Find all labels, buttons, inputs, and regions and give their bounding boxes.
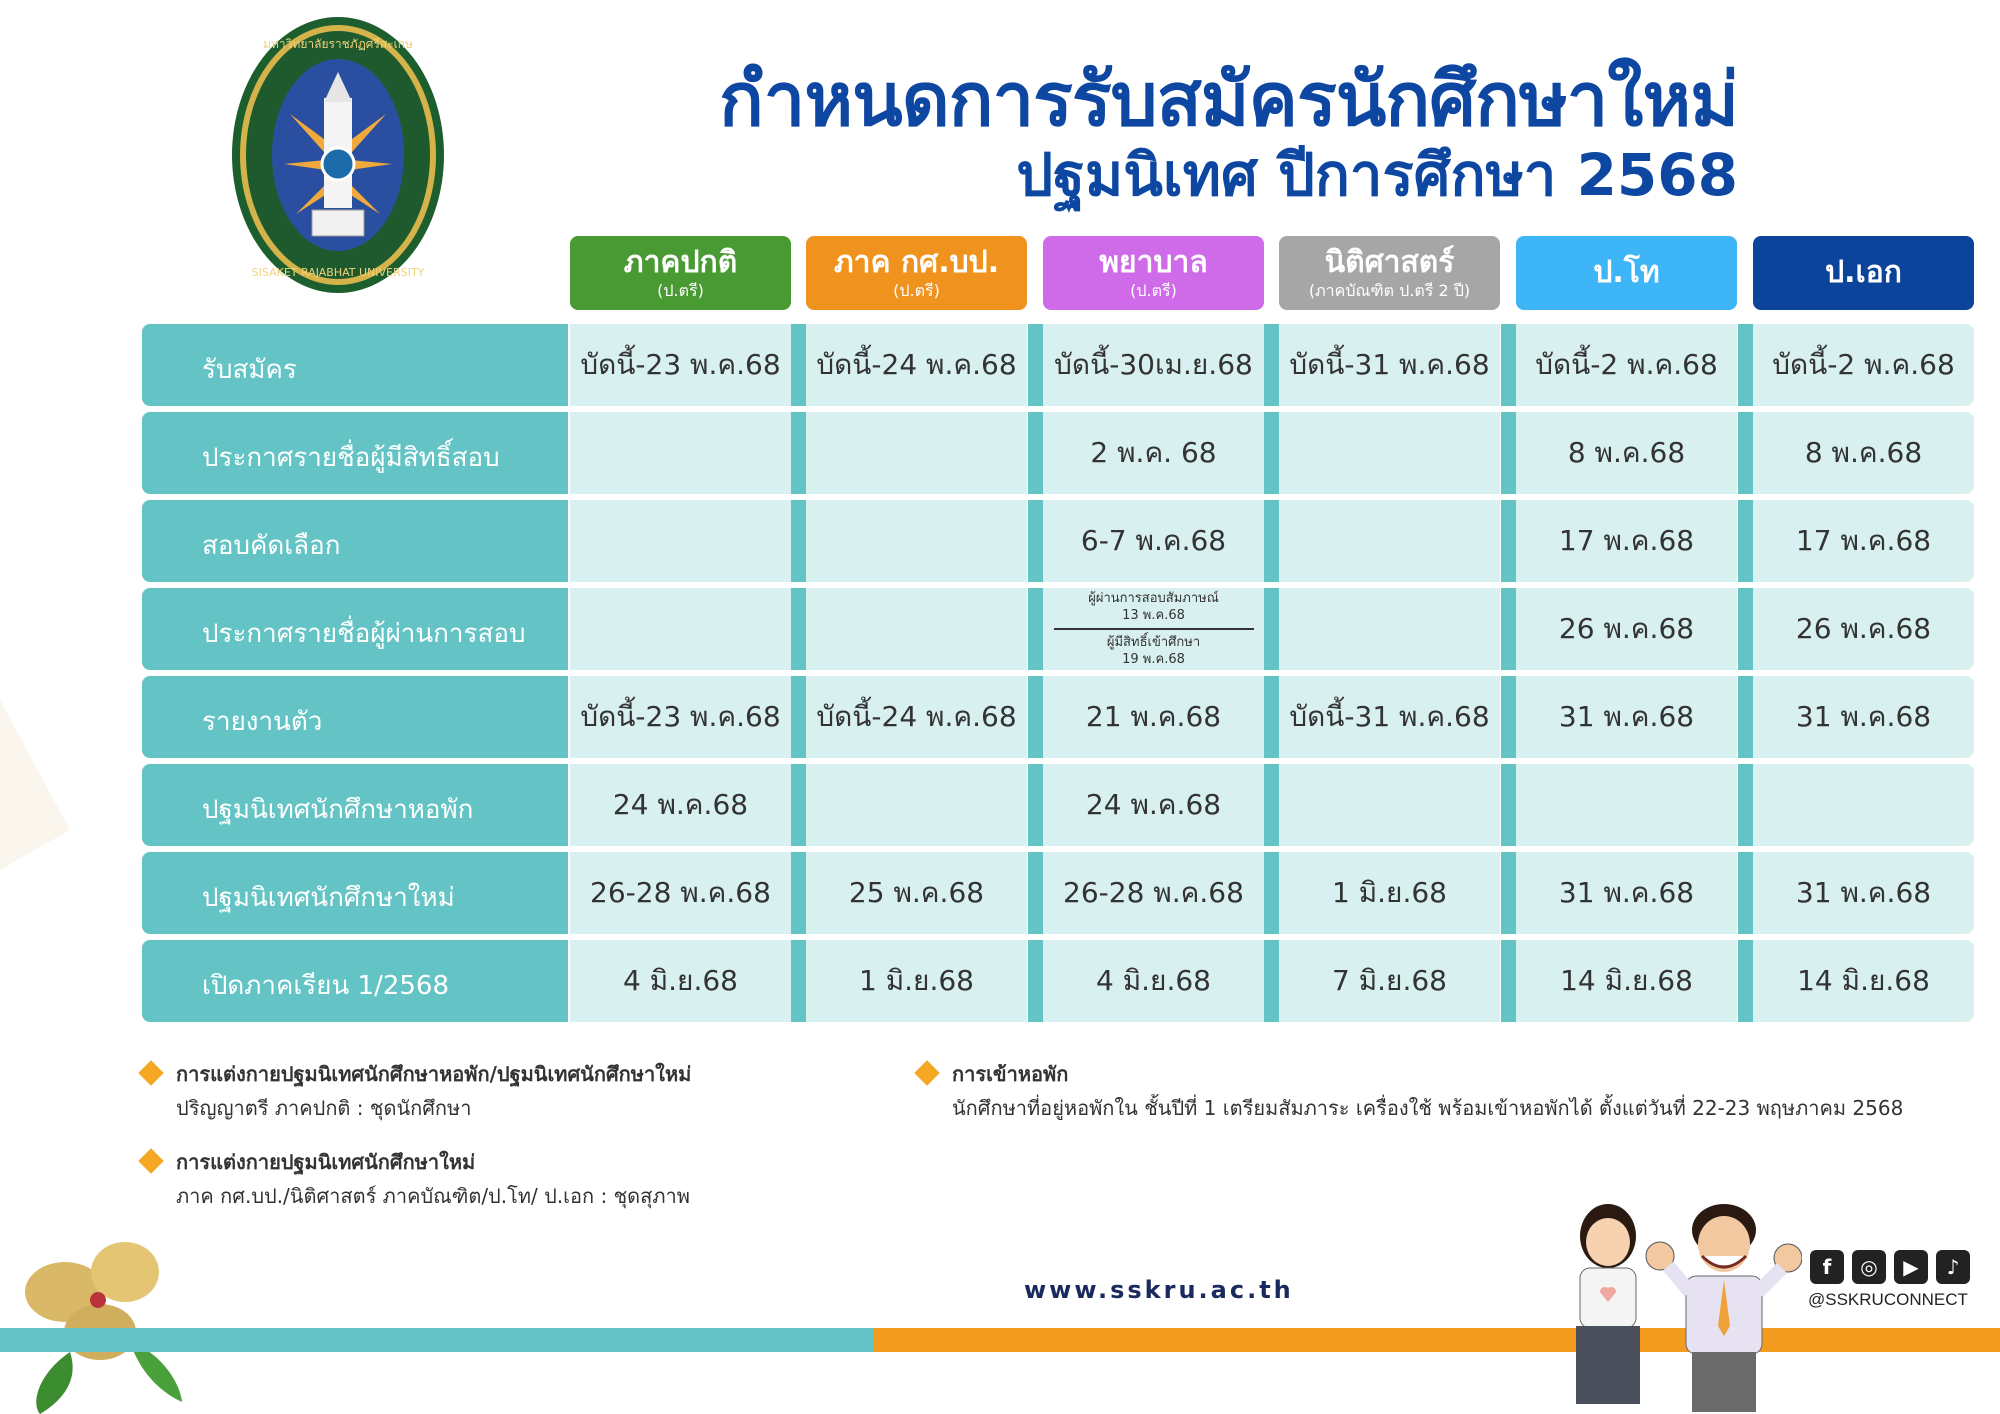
interview-date: 13 พ.ค.68 bbox=[1122, 608, 1185, 623]
cell-date: 4 มิ.ย.68 bbox=[1095, 964, 1211, 997]
logo-text-top: มหาวิทยาลัยราชภัฏศรีสะเกษ bbox=[263, 37, 413, 51]
table-cell bbox=[1516, 764, 1737, 846]
column-header-sub: (ป.ตรี) bbox=[657, 281, 704, 300]
cell-date: บัดนี้-24 พ.ค.68 bbox=[816, 700, 1017, 733]
column-separator bbox=[791, 412, 807, 494]
table-cell bbox=[1516, 412, 1737, 494]
cell-date: บัดนี้-23 พ.ค.68 bbox=[580, 348, 781, 381]
column-header bbox=[570, 236, 791, 310]
page-subtitle: ปฐมนิเทศ ปีการศึกษา 2568 bbox=[1016, 141, 1738, 209]
column-separator bbox=[1264, 676, 1280, 758]
cell-date: บัดนี้-2 พ.ค.68 bbox=[1535, 348, 1718, 381]
column-separator bbox=[1501, 852, 1517, 934]
column-separator bbox=[791, 764, 807, 846]
cell-date: 2 พ.ค. 68 bbox=[1090, 436, 1217, 469]
cell-date: 1 มิ.ย.68 bbox=[858, 964, 974, 997]
footer-bar-teal bbox=[0, 1328, 874, 1352]
table-cell bbox=[1753, 324, 1974, 406]
column-separator bbox=[1028, 500, 1044, 582]
table-cell bbox=[806, 676, 1027, 758]
cell-date: บัดนี้-23 พ.ค.68 bbox=[580, 700, 781, 733]
column-separator bbox=[1028, 764, 1044, 846]
column-header-label: ภาคปกติ bbox=[623, 245, 738, 280]
table-cell bbox=[1753, 852, 1974, 934]
row-label: ปฐมนิเทศนักศึกษาใหม่ bbox=[142, 852, 568, 934]
table-cell bbox=[806, 940, 1027, 1022]
table-row bbox=[142, 324, 1974, 406]
column-separator bbox=[1264, 852, 1280, 934]
table-cell bbox=[1516, 324, 1737, 406]
facebook-icon[interactable]: f bbox=[1810, 1250, 1844, 1284]
table-cell bbox=[1043, 500, 1264, 582]
column-header bbox=[806, 236, 1027, 310]
table-cell bbox=[1516, 940, 1737, 1022]
column-separator bbox=[1738, 324, 1754, 406]
table-cell bbox=[570, 852, 791, 934]
column-header-label: พยาบาล bbox=[1099, 245, 1208, 280]
column-separator bbox=[1264, 412, 1280, 494]
table-cell bbox=[1279, 500, 1500, 582]
cell-date: 24 พ.ค.68 bbox=[1085, 788, 1222, 821]
website-url[interactable]: www.sskru.ac.th bbox=[1024, 1276, 1294, 1304]
column-header bbox=[1043, 236, 1264, 310]
table-cell bbox=[1043, 324, 1264, 406]
table-row bbox=[142, 500, 1974, 582]
note-dress-dorm bbox=[142, 1058, 942, 1128]
cell-date: 26-28 พ.ค.68 bbox=[590, 876, 771, 909]
cell-date: 24 พ.ค.68 bbox=[612, 788, 749, 821]
column-separator bbox=[1501, 500, 1517, 582]
instagram-icon[interactable]: ◎ bbox=[1852, 1250, 1886, 1284]
cell-date: 31 พ.ค.68 bbox=[1795, 700, 1932, 733]
eligible-date: 19 พ.ค.68 bbox=[1122, 652, 1185, 667]
interview-label: ผู้ผ่านการสอบสัมภาษณ์ bbox=[1088, 591, 1219, 606]
table-cell bbox=[1753, 412, 1974, 494]
column-separator bbox=[1028, 324, 1044, 406]
table-cell bbox=[806, 852, 1027, 934]
table-cell bbox=[1279, 588, 1500, 670]
flower-decoration bbox=[10, 1222, 190, 1414]
table-row bbox=[142, 764, 1974, 846]
nursing-result-split bbox=[1054, 590, 1254, 668]
social-handle[interactable]: @SSKRUCONNECT bbox=[1808, 1290, 1968, 1309]
column-separator bbox=[1501, 324, 1517, 406]
diamond-bullet-icon bbox=[138, 1060, 163, 1085]
table-cell bbox=[1043, 588, 1264, 670]
table-cell bbox=[1043, 676, 1264, 758]
column-separator bbox=[1028, 412, 1044, 494]
tiktok-icon[interactable]: ♪ bbox=[1936, 1250, 1970, 1284]
cell-date: 21 พ.ค.68 bbox=[1085, 700, 1222, 733]
page-title: กำหนดการรับสมัครนักศึกษาใหม่ bbox=[719, 57, 1738, 143]
social-icons bbox=[1810, 1250, 1970, 1284]
column-separator bbox=[1028, 588, 1044, 670]
cell-date: บัดนี้-31 พ.ค.68 bbox=[1289, 700, 1490, 733]
table-row bbox=[142, 676, 1974, 758]
column-separator bbox=[1501, 676, 1517, 758]
table-cell bbox=[1753, 500, 1974, 582]
column-separator bbox=[1028, 676, 1044, 758]
decorative-shape bbox=[0, 700, 70, 870]
column-header-label: ป.เอก bbox=[1825, 255, 1902, 290]
column-separator bbox=[791, 852, 807, 934]
column-header-sub: (ป.ตรี) bbox=[893, 281, 940, 300]
column-separator bbox=[1501, 412, 1517, 494]
table-cell bbox=[570, 676, 791, 758]
table-cell bbox=[1279, 324, 1500, 406]
column-separator bbox=[1028, 940, 1044, 1022]
cell-date: 17 พ.ค.68 bbox=[1558, 524, 1695, 557]
table-cell bbox=[1043, 412, 1264, 494]
column-separator bbox=[1501, 940, 1517, 1022]
university-logo bbox=[228, 14, 448, 296]
note-heading: การแต่งกายปฐมนิเทศนักศึกษาใหม่ bbox=[176, 1150, 476, 1174]
cell-date: 7 มิ.ย.68 bbox=[1331, 964, 1447, 997]
cell-date: 25 พ.ค.68 bbox=[848, 876, 985, 909]
cell-date: 31 พ.ค.68 bbox=[1558, 876, 1695, 909]
cell-date: 14 มิ.ย.68 bbox=[1560, 964, 1693, 997]
youtube-icon[interactable]: ▶ bbox=[1894, 1250, 1928, 1284]
table-cell bbox=[1043, 852, 1264, 934]
students-illustration bbox=[1556, 1196, 1802, 1414]
note-dorm-checkin bbox=[918, 1058, 1978, 1128]
row-label: รายงานตัว bbox=[142, 676, 568, 758]
note-heading: การเข้าหอพัก bbox=[952, 1062, 1069, 1086]
cell-date: 31 พ.ค.68 bbox=[1558, 700, 1695, 733]
column-header-sub: (ภาคบัณฑิต ป.ตรี 2 ปี) bbox=[1308, 281, 1471, 300]
table-cell bbox=[1753, 676, 1974, 758]
cell-date: 4 มิ.ย.68 bbox=[622, 964, 738, 997]
diamond-bullet-icon bbox=[138, 1148, 163, 1173]
table-cell bbox=[570, 588, 791, 670]
table-cell bbox=[570, 500, 791, 582]
column-separator bbox=[1028, 852, 1044, 934]
table-cell bbox=[570, 764, 791, 846]
column-separator bbox=[791, 588, 807, 670]
cell-date: 26 พ.ค.68 bbox=[1795, 612, 1932, 645]
table-cell bbox=[1753, 764, 1974, 846]
table-cell bbox=[1279, 676, 1500, 758]
column-separator bbox=[1501, 588, 1517, 670]
column-separator bbox=[1738, 500, 1754, 582]
table-cell bbox=[1516, 588, 1737, 670]
table-cell bbox=[1279, 764, 1500, 846]
note-body: ภาค กศ.บป./นิติศาสตร์ ภาคบัณฑิต/ป.โท/ ป.เอก : ชุดสุภาพ bbox=[176, 1184, 690, 1208]
table-cell bbox=[806, 500, 1027, 582]
cell-date: 26 พ.ค.68 bbox=[1558, 612, 1695, 645]
column-separator bbox=[1738, 940, 1754, 1022]
column-separator bbox=[1264, 500, 1280, 582]
table-cell bbox=[1516, 852, 1737, 934]
column-header bbox=[1516, 236, 1737, 310]
note-body: นักศึกษาที่อยู่หอพักใน ชั้นปีที่ 1 เตรียมสัมภาระ เครื่องใช้ พร้อมเข้าหอพักได้ ตั้งแต่วันที่ 22-23 พฤษภาคม 2568 bbox=[952, 1096, 1904, 1120]
column-separator bbox=[791, 324, 807, 406]
cell-date: 1 มิ.ย.68 bbox=[1331, 876, 1447, 909]
table-cell bbox=[1043, 940, 1264, 1022]
cell-date: 17 พ.ค.68 bbox=[1795, 524, 1932, 557]
table-cell bbox=[1279, 412, 1500, 494]
cell-date: 6-7 พ.ค.68 bbox=[1080, 524, 1227, 557]
cell-date: 8 พ.ค.68 bbox=[1804, 436, 1923, 469]
table-row bbox=[142, 412, 1974, 494]
note-heading: การแต่งกายปฐมนิเทศนักศึกษาหอพัก/ปฐมนิเทศนักศึกษาใหม่ bbox=[176, 1062, 692, 1086]
table-row bbox=[142, 588, 1974, 670]
cell-date: บัดนี้-31 พ.ค.68 bbox=[1289, 348, 1490, 381]
column-separator bbox=[1738, 764, 1754, 846]
cell-date: 8 พ.ค.68 bbox=[1567, 436, 1686, 469]
cell-date: 31 พ.ค.68 bbox=[1795, 876, 1932, 909]
table-cell bbox=[1279, 940, 1500, 1022]
row-label: ประกาศรายชื่อผู้ผ่านการสอบ bbox=[142, 588, 568, 670]
column-separator bbox=[791, 940, 807, 1022]
column-separator bbox=[791, 500, 807, 582]
table-cell bbox=[570, 324, 791, 406]
column-header-label: ป.โท bbox=[1593, 255, 1660, 290]
table-cell bbox=[1043, 764, 1264, 846]
table-cell bbox=[1279, 852, 1500, 934]
column-separator bbox=[791, 676, 807, 758]
column-separator bbox=[1738, 588, 1754, 670]
column-separator bbox=[1264, 588, 1280, 670]
row-label: เปิดภาคเรียน 1/2568 bbox=[142, 940, 568, 1022]
cell-date: บัดนี้-24 พ.ค.68 bbox=[816, 348, 1017, 381]
column-separator bbox=[1738, 676, 1754, 758]
eligible-label: ผู้มีสิทธิ์เข้าศึกษา bbox=[1106, 635, 1201, 650]
row-label: ปฐมนิเทศนักศึกษาหอพัก bbox=[142, 764, 568, 846]
cell-date: บัดนี้-30เม.ย.68 bbox=[1054, 348, 1253, 381]
row-label: สอบคัดเลือก bbox=[142, 500, 568, 582]
column-separator bbox=[1501, 764, 1517, 846]
table-cell bbox=[806, 324, 1027, 406]
table-cell bbox=[806, 764, 1027, 846]
note-dress-new bbox=[142, 1146, 942, 1216]
column-header-label: ภาค กศ.บป. bbox=[833, 245, 1000, 280]
note-body: ปริญญาตรี ภาคปกติ : ชุดนักศึกษา bbox=[176, 1096, 472, 1120]
table-cell bbox=[570, 940, 791, 1022]
row-label: รับสมัคร bbox=[142, 324, 568, 406]
cell-date: 26-28 พ.ค.68 bbox=[1063, 876, 1244, 909]
column-header-sub: (ป.ตรี) bbox=[1130, 281, 1177, 300]
table-cell bbox=[1516, 676, 1737, 758]
column-separator bbox=[1738, 412, 1754, 494]
column-separator bbox=[1264, 764, 1280, 846]
column-header bbox=[1279, 236, 1500, 310]
column-separator bbox=[1264, 324, 1280, 406]
row-label: ประกาศรายชื่อผู้มีสิทธิ์สอบ bbox=[142, 412, 568, 494]
table-cell bbox=[1516, 500, 1737, 582]
diamond-bullet-icon bbox=[914, 1060, 939, 1085]
table-cell bbox=[1753, 588, 1974, 670]
logo-text-bottom: SISAKET RAJABHAT UNIVERSITY bbox=[251, 266, 425, 279]
footer-bar-orange bbox=[874, 1328, 2000, 1352]
column-separator bbox=[1264, 940, 1280, 1022]
table-cell bbox=[1753, 940, 1974, 1022]
column-header bbox=[1753, 236, 1974, 310]
table-row bbox=[142, 940, 1974, 1022]
divider-line bbox=[1054, 628, 1254, 630]
table-cell bbox=[806, 588, 1027, 670]
column-separator bbox=[1738, 852, 1754, 934]
table-cell bbox=[570, 412, 791, 494]
table-cell bbox=[806, 412, 1027, 494]
table-row bbox=[142, 852, 1974, 934]
cell-date: บัดนี้-2 พ.ค.68 bbox=[1772, 348, 1955, 381]
cell-date: 14 มิ.ย.68 bbox=[1797, 964, 1930, 997]
column-header-label: นิติศาสตร์ bbox=[1324, 245, 1455, 280]
